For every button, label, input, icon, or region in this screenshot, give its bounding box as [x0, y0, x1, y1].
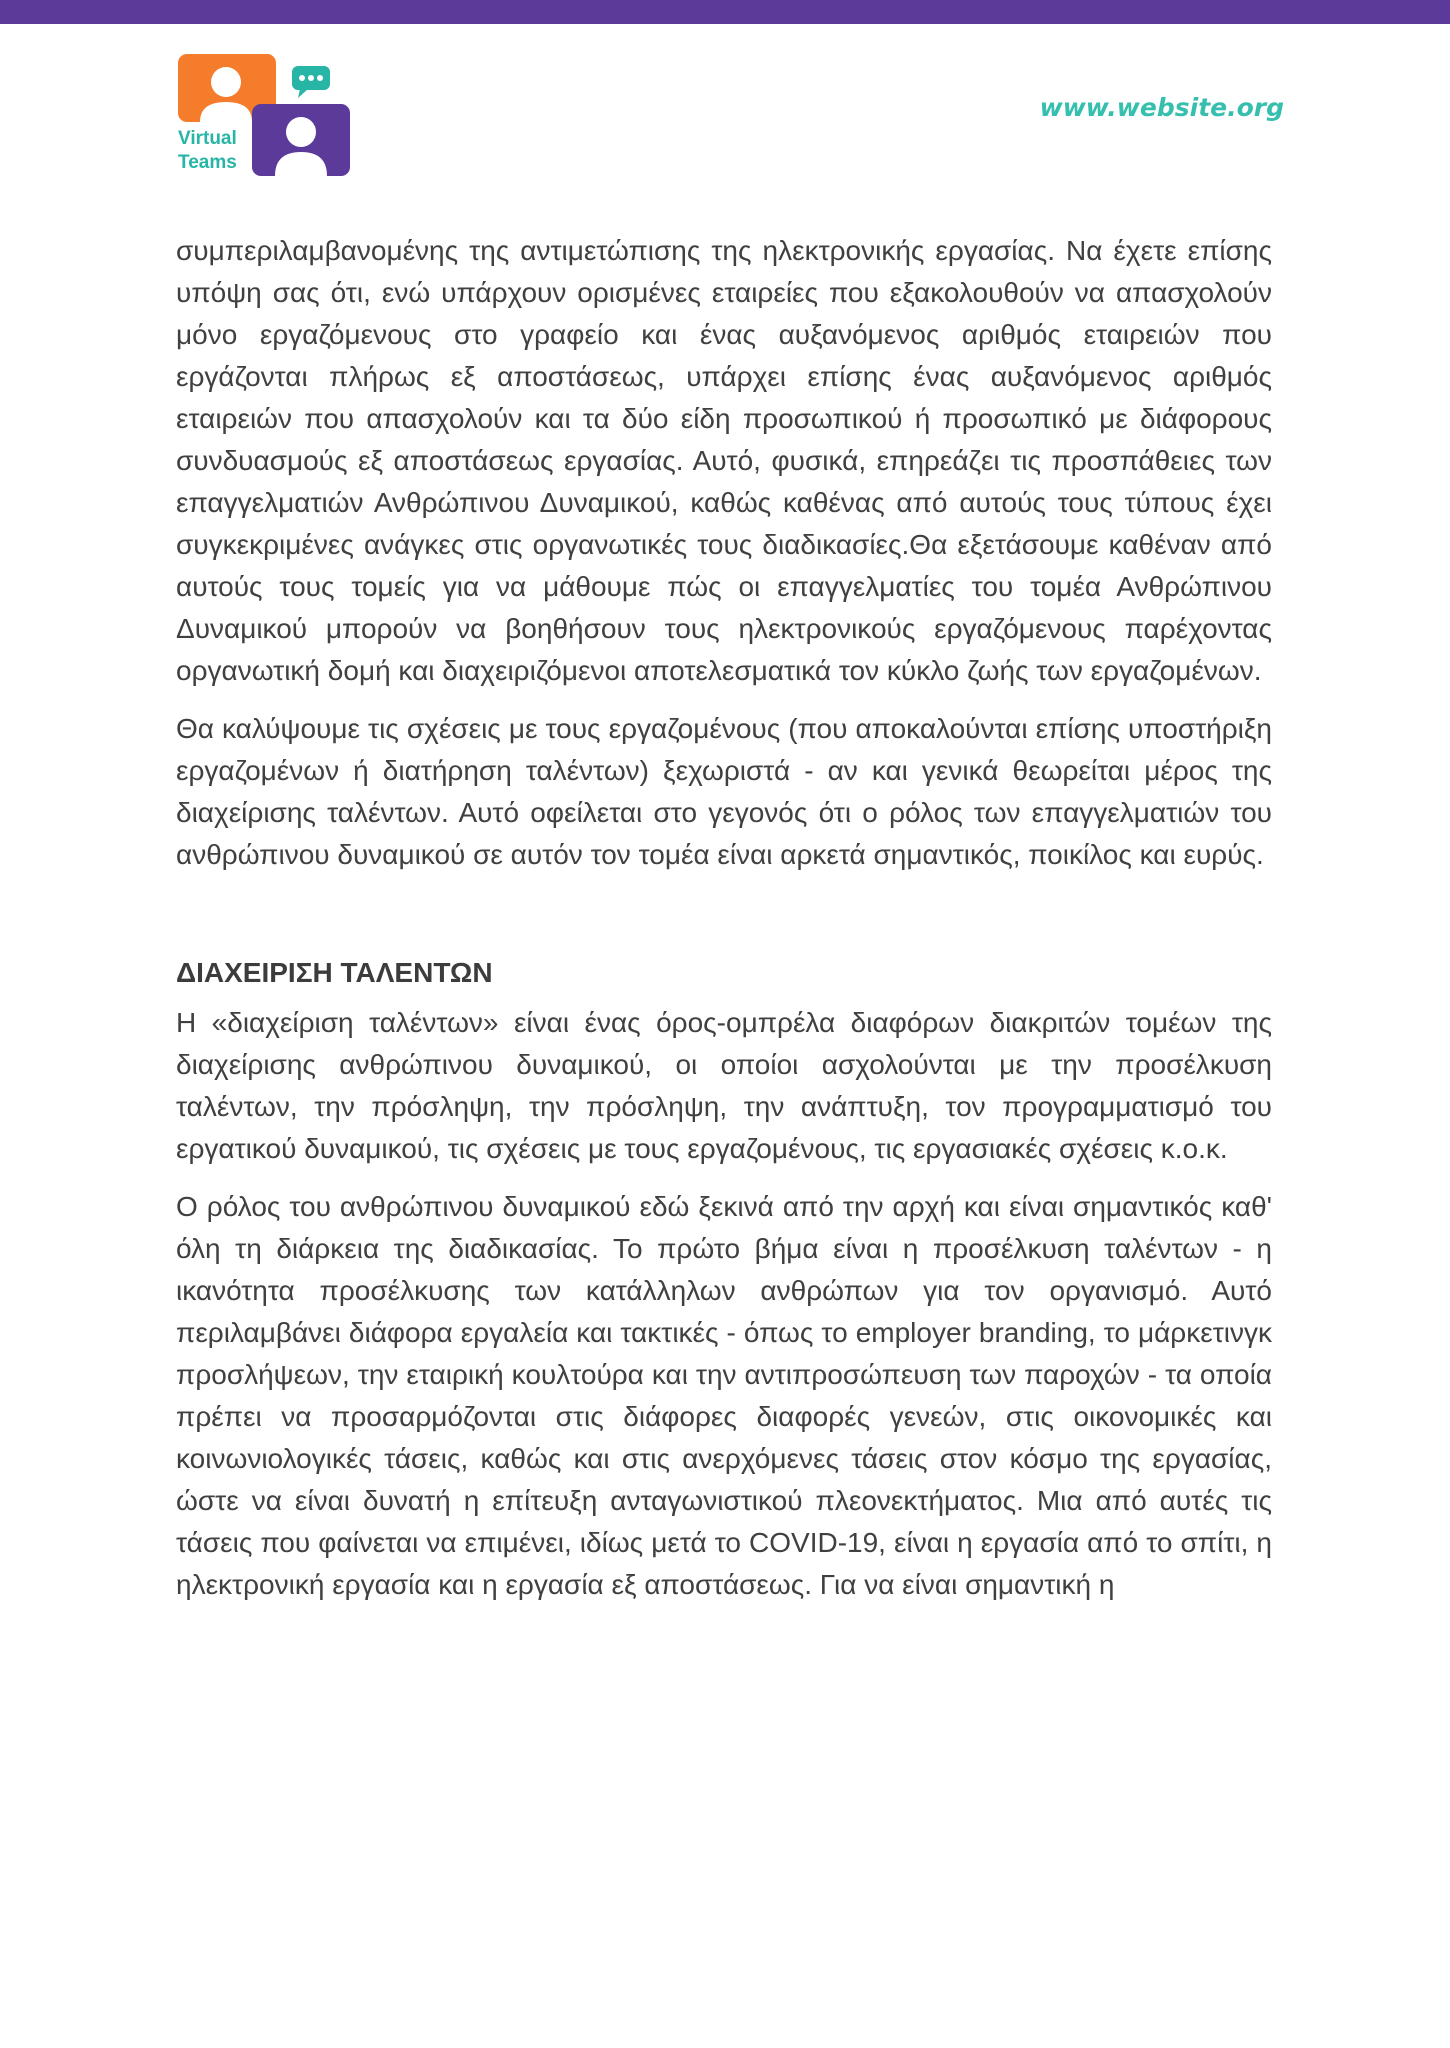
- document-body: [176, 230, 1272, 1606]
- body-paragraph: συμπεριλαμβανομένης της αντιμετώπισης της ηλεκτρονικής εργασίας. Να έχετε επίσης υπόψη σας ότι, ενώ υπάρχουν ορισμένες εταιρείες που εξακολουθούν να απασχολούν μόνο εργαζόμενους στο γραφείο και ένας αυξανόμενος αριθμός εταιρειών που εργάζονται πλήρως εξ αποστάσεως, υπάρχει επίσης ένας αυξανόμενος αριθμός εταιρειών που απασχολούν και τα δύο είδη προσωπικού ή προσωπικό με διάφορους συνδυασμούς εξ αποστάσεως εργασίας. Αυτό, φυσικά, επηρεάζει τις προσπάθειες των επαγγελματιών Ανθρώπινου Δυναμικού, καθώς καθένας από αυτούς τους τύπους έχει συγκεκριμένες ανάγκες στις οργανωτικές τους διαδικασίες.Θα εξετάσουμε καθέναν από αυτούς τους τομείς για να μάθουμε πώς οι επαγγελματίες του τομέα Ανθρώπινου Δυναμικού μπορούν να βοηθήσουν τους ηλεκτρονικούς εργαζόμενους παρέχοντας οργανωτική δομή και διαχειριζόμενοι αποτελεσματικά τον κύκλο ζωής των εργαζομένων.: [176, 235, 1272, 686]
- logo-wordmark: [178, 127, 237, 175]
- logo-text-line2: Teams: [178, 152, 237, 173]
- body-paragraph: Θα καλύψουμε τις σχέσεις με τους εργαζομένους (που αποκαλούνται επίσης υποστήριξη εργαζομένων ή διατήρηση ταλέντων) ξεχωριστά - αν και γενικά θεωρείται μέρος της διαχείρισης ταλέντων. Αυτό οφείλεται στο γεγονός ότι ο ρόλος των επαγγελματιών του ανθρώπινου δυναμικού σε αυτόν τον τομέα είναι αρκετά σημαντικός, ποικίλος και ευρύς.: [176, 713, 1272, 870]
- top-accent-bar: [0, 0, 1450, 24]
- body-paragraph: Η «διαχείριση ταλέντων» είναι ένας όρος-ομπρέλα διαφόρων διακριτών τομέων της διαχείρισης ανθρώπινου δυναμικού, οι οποίοι ασχολούνται με την προσέλκυση ταλέντων, την πρόσληψη, την πρόσληψη, την ανάπτυξη, τον προγραμματισμό του εργατικού δυναμικού, τις σχέσεις με τους εργαζομένους, τις εργασιακές σχέσεις κ.ο.κ.: [176, 1007, 1272, 1164]
- website-url: www.website.org: [1039, 93, 1284, 122]
- body-paragraph: Ο ρόλος του ανθρώπινου δυναμικού εδώ ξεκινά από την αρχή και είναι σημαντικός καθ' όλη τη διάρκεια της διαδικασίας. Το πρώτο βήμα είναι η προσέλκυση ταλέντων - η ικανότητα προσέλκυσης των κατάλληλων ανθρώπων για τον οργανισμό. Αυτό περιλαμβάνει διάφορα εργαλεία και τακτικές - όπως το employer branding, το μάρκετινγκ προσλήψεων, την εταιρική κουλτούρα και την αντιπροσώπευση των παροχών - τα οποία πρέπει να προσαρμόζονται στις διάφορες διαφορές γενεών, στις οικονομικές και κοινωνιολογικές τάσεις, καθώς και στις ανερχόμενες τάσεις στον κόσμο της εργασίας, ώστε να είναι δυνατή η επίτευξη ανταγωνιστικού πλεονεκτήματος. Μια από αυτές τις τάσεις που φαίνεται να επιμένει, ιδίως μετά το COVID-19, είναι η εργασία από το σπίτι, η ηλεκτρονική εργασία και η εργασία εξ αποστάσεως. Για να είναι σημαντική η: [176, 1191, 1272, 1600]
- logo-text-line1: Virtual: [178, 128, 237, 149]
- virtual-teams-logo: [176, 52, 356, 184]
- section-heading: ΔΙΑΧΕΙΡΙΣΗ ΤΑΛΕΝΤΩΝ: [176, 957, 493, 988]
